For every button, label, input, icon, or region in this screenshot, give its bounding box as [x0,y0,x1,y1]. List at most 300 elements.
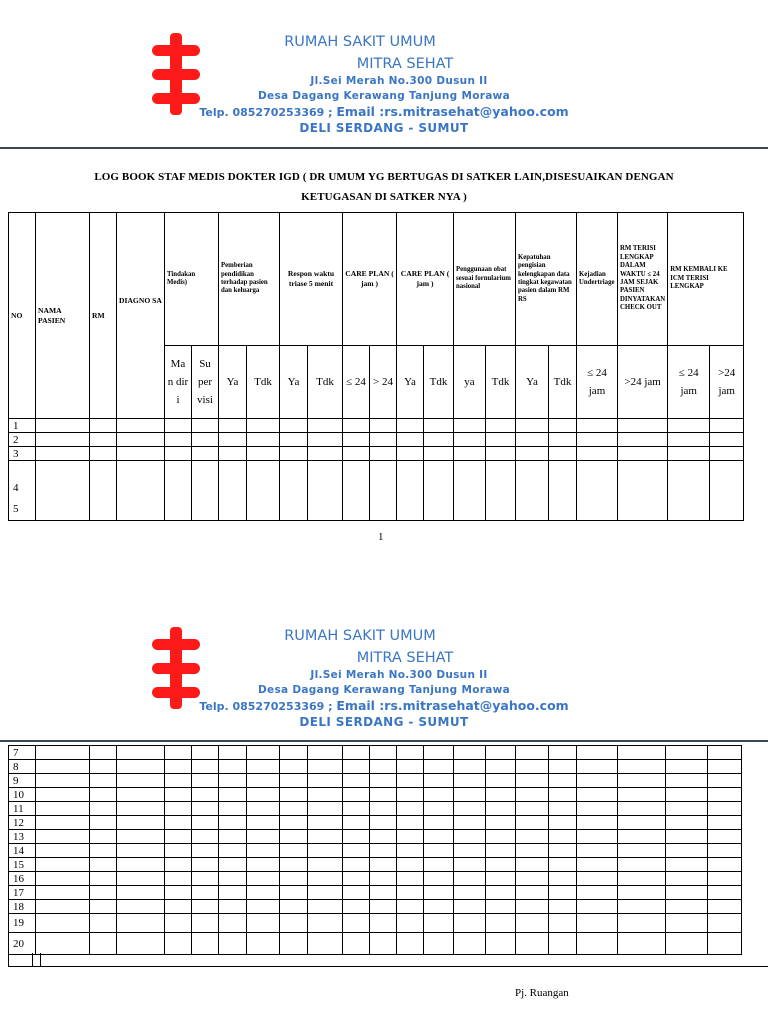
table-cell [668,461,710,521]
table-cell [549,788,577,802]
table-cell [397,816,424,830]
row-number-cell [9,461,36,521]
subheader-mandiri: Ma n dir i [165,346,192,419]
table-row [9,461,744,521]
table-cell [36,419,90,433]
table-cell [90,886,117,900]
table-cell [36,872,90,886]
table-cell [117,760,165,774]
table-cell [666,802,708,816]
red-cross-hospital-logo-icon [150,627,202,709]
table-cell [370,914,397,933]
table-cell [370,933,397,955]
letterhead-1 [0,30,768,150]
table-cell [708,746,742,760]
table-cell [247,419,280,433]
table-cell [454,802,486,816]
table-cell [516,900,549,914]
header-care-plan-1: CARE PLAN ( jam ) [343,213,397,346]
table-cell [247,760,280,774]
table-cell [549,802,577,816]
table-cell [117,830,165,844]
table-cell [117,774,165,788]
table-cell [486,802,516,816]
table-cell [708,830,742,844]
row-number-cell: 9 [9,774,36,788]
header-kejadian-undertriage: Kejadian Undertriage [577,213,618,346]
table-cell [549,419,577,433]
email-address: Email :rs.mitrasehat@yahoo.com [336,104,569,119]
table-cell [343,461,370,521]
table-cell [486,419,516,433]
table-cell [577,816,618,830]
table-cell [90,816,117,830]
address-line2: Desa Dagang Kerawang Tanjung Morawa [258,684,510,696]
header-rm-kembali: RM KEMBALI KE ICM TERISI LENGKAP [668,213,744,346]
table-cell [486,746,516,760]
table-cell [486,788,516,802]
table-cell [710,447,744,461]
table-cell [516,788,549,802]
table-row [9,760,742,774]
table-cell [90,760,117,774]
table-cell [710,419,744,433]
table-cell [549,774,577,788]
table-cell [424,433,454,447]
table-cell [308,844,343,858]
table-cell [618,858,666,872]
table-cell [90,914,117,933]
table-cell [280,933,308,955]
table-cell [117,933,165,955]
table-cell [618,433,668,447]
table-cell [454,900,486,914]
table-cell [308,816,343,830]
table-cell [343,746,370,760]
header-no: NO [9,213,36,419]
address-line1: Jl.Sei Merah No.300 Dusun II [310,669,488,681]
row-number-cell: 8 [9,760,36,774]
header-nama-pasien: NAMA PASIEN [36,213,90,419]
table-cell [90,933,117,955]
table-cell [577,872,618,886]
table-cell [343,447,370,461]
table-cell [219,858,247,872]
logbook-title-line2: KETUGASAN DI SATKER NYA ) [301,191,467,203]
table-cell [708,844,742,858]
table-cell [117,433,165,447]
table-row [9,447,744,461]
table-cell [577,461,618,521]
row-number-cell: 1 [9,419,36,433]
table-cell [454,858,486,872]
row-number-cell: 11 [9,802,36,816]
table-cell [192,461,219,521]
table-cell [247,788,280,802]
table-cell [516,461,549,521]
table-cell [397,788,424,802]
table-cell [454,760,486,774]
table-cell [219,816,247,830]
table-cell [165,788,192,802]
table-cell [577,830,618,844]
table-cell [308,858,343,872]
table-cell [549,886,577,900]
table-cell [424,788,454,802]
table-cell [516,933,549,955]
table-cell [577,844,618,858]
table-cell [549,461,577,521]
table-cell [90,788,117,802]
table-cell [424,900,454,914]
table-cell [454,830,486,844]
table-cell [454,746,486,760]
table-cell [308,788,343,802]
table-cell [549,447,577,461]
table-cell [397,419,424,433]
table-cell [165,900,192,914]
table-cell [397,461,424,521]
row-number-cell: 14 [9,844,36,858]
table-cell [280,914,308,933]
table-cell [486,886,516,900]
logbook-table-page2 [8,745,742,955]
table-cell [36,844,90,858]
table-cell [192,419,219,433]
table-cell [280,447,308,461]
table-cell [280,886,308,900]
table-row [9,746,742,760]
red-cross-hospital-logo-icon [150,33,202,115]
table-cell [280,872,308,886]
subheader-le24-jam: ≤ 24 jam [668,346,710,419]
table-cell [36,802,90,816]
table-cell [549,872,577,886]
table-cell [247,844,280,858]
table-cell [577,774,618,788]
table-trailing-border [8,953,9,967]
table-cell [486,914,516,933]
table-cell [454,447,486,461]
table-cell [397,760,424,774]
table-cell [397,447,424,461]
row-number-cell: 17 [9,886,36,900]
table-cell [486,858,516,872]
table-cell [117,447,165,461]
table-cell [397,433,424,447]
table-row [9,830,742,844]
table-cell [577,788,618,802]
table-cell [618,914,666,933]
table-cell [516,802,549,816]
table-cell [618,844,666,858]
hospital-name-line1: RUMAH SAKIT UMUM [284,628,436,644]
table-cell [486,461,516,521]
table-cell [219,914,247,933]
table-cell [549,433,577,447]
table-cell [165,858,192,872]
table-cell [219,746,247,760]
table-cell [618,900,666,914]
table-cell [117,802,165,816]
hospital-name-line2: MITRA SEHAT [356,56,454,72]
table-cell [618,447,668,461]
table-cell [549,858,577,872]
table-cell [36,830,90,844]
header-rm-terisi: RM TERISI LENGKAP DALAM WAKTU ≤ 24 JAM SEJAK PASIEN DINYATAKAN CHECK OUT [618,213,668,346]
table-cell [577,433,618,447]
table-cell [308,830,343,844]
address-line2: Desa Dagang Kerawang Tanjung Morawa [258,90,510,102]
table-cell [90,419,117,433]
table-cell [549,760,577,774]
table-cell [666,858,708,872]
table-cell [343,858,370,872]
subheader-le24: ≤ 24 [343,346,370,419]
table-cell [618,746,666,760]
table-cell [192,933,219,955]
table-row [9,802,742,816]
table-cell [343,760,370,774]
table-cell [618,933,666,955]
table-cell [165,830,192,844]
table-cell [577,760,618,774]
table-cell [370,760,397,774]
table-cell [219,461,247,521]
table-cell [454,419,486,433]
page-number: 1 [378,531,384,543]
table-cell [36,447,90,461]
table-cell [280,461,308,521]
header-rm: RM [90,213,117,419]
header-care-plan-2: CARE PLAN ( jam ) [397,213,454,346]
table-cell [370,802,397,816]
table-cell [90,872,117,886]
table-cell [165,844,192,858]
table-cell [165,872,192,886]
table-cell [516,886,549,900]
header-kepatuhan: Kepatuhan pengisian kelengkapan data tingkat kegawatan pasien dalam RM RS [516,213,577,346]
table-cell [708,774,742,788]
subheader-supervisi: Su per visi [192,346,219,419]
table-cell [397,802,424,816]
table-cell [219,802,247,816]
table-cell [308,886,343,900]
table-cell [424,816,454,830]
table-cell [666,816,708,830]
email-address: Email :rs.mitrasehat@yahoo.com [336,698,569,713]
table-cell [308,760,343,774]
table-cell [165,802,192,816]
table-row [9,900,742,914]
table-cell [219,844,247,858]
table-cell [618,461,668,521]
table-cell [549,914,577,933]
table-cell [247,886,280,900]
table-cell [668,447,710,461]
table-cell [219,933,247,955]
table-cell [516,447,549,461]
table-cell [343,816,370,830]
table-cell [370,419,397,433]
telp-number: Telp. 085270253369 ; [199,106,337,119]
table-cell [454,461,486,521]
table-cell [486,760,516,774]
table-cell [192,788,219,802]
header-divider-2 [0,740,768,742]
table-cell [486,844,516,858]
table-cell [577,914,618,933]
row-number-cell: 2 [9,433,36,447]
address-line1: Jl.Sei Merah No.300 Dusun II [310,75,488,87]
table-cell [454,886,486,900]
table-cell [165,461,192,521]
table-cell [280,900,308,914]
table-cell [397,858,424,872]
table-cell [117,816,165,830]
table-cell [280,802,308,816]
table-cell [219,447,247,461]
table-cell [516,914,549,933]
row-number: 5 [13,503,19,515]
table-cell [710,433,744,447]
table-cell [192,760,219,774]
table-cell [219,774,247,788]
table-trailing-border [32,953,33,967]
table-cell [247,433,280,447]
row-number-cell: 10 [9,788,36,802]
table-cell [516,816,549,830]
row-number-cell: 12 [9,816,36,830]
table-cell [370,816,397,830]
subheader-gt24: > 24 [370,346,397,419]
table-cell [36,433,90,447]
table-cell [618,788,666,802]
table-cell [192,802,219,816]
table-cell [424,774,454,788]
table-cell [666,774,708,788]
table-cell [668,433,710,447]
table-cell [549,900,577,914]
table-cell [36,746,90,760]
table-cell [424,830,454,844]
table-cell [247,830,280,844]
table-cell [424,933,454,955]
subheader-tdk: Tdk [486,346,516,419]
table-cell [486,900,516,914]
table-cell [343,886,370,900]
table-cell [577,746,618,760]
table-cell [666,900,708,914]
table-trailing-line [8,966,768,967]
table-cell [370,844,397,858]
table-cell [343,433,370,447]
subheader-ya: Ya [280,346,308,419]
table-cell [280,419,308,433]
table-cell [454,788,486,802]
table-cell [549,746,577,760]
table-cell [117,872,165,886]
table-cell [36,886,90,900]
table-cell [165,447,192,461]
table-cell [247,461,280,521]
table-cell [247,900,280,914]
table-cell [516,830,549,844]
table-cell [36,933,90,955]
table-cell [708,858,742,872]
table-cell [618,419,668,433]
table-cell [117,858,165,872]
logbook-table-page1 [8,212,744,521]
table-cell [516,760,549,774]
table-cell [192,447,219,461]
table-cell [192,746,219,760]
table-cell [424,886,454,900]
table-cell [280,433,308,447]
table-cell [36,858,90,872]
table-cell [280,774,308,788]
table-cell [308,933,343,955]
table-row [9,433,744,447]
table-cell [708,788,742,802]
table-cell [308,447,343,461]
table-cell [666,872,708,886]
table-cell [36,914,90,933]
table-cell [308,461,343,521]
table-cell [397,746,424,760]
table-cell [90,774,117,788]
table-cell [370,433,397,447]
table-cell [192,872,219,886]
table-row [9,872,742,886]
table-cell [370,746,397,760]
table-cell [454,433,486,447]
telp-number: Telp. 085270253369 ; [199,700,337,713]
region-line: DELI SERDANG - SUMUT [299,715,469,729]
table-cell [708,914,742,933]
table-cell [247,774,280,788]
table-cell [708,760,742,774]
table-cell [247,872,280,886]
table-cell [486,816,516,830]
table-cell [454,914,486,933]
table-cell [397,900,424,914]
table-cell [397,886,424,900]
table-cell [219,872,247,886]
table-cell [343,419,370,433]
table-cell [486,933,516,955]
subheader-tdk: Tdk [424,346,454,419]
table-cell [165,774,192,788]
table-cell [343,802,370,816]
table-cell [370,886,397,900]
table-cell [666,746,708,760]
table-cell [308,802,343,816]
table-cell [192,886,219,900]
table-cell [308,900,343,914]
row-number-cell: 16 [9,872,36,886]
table-cell [117,886,165,900]
table-cell [370,447,397,461]
table-cell [618,760,666,774]
table-cell [424,447,454,461]
table-cell [165,914,192,933]
table-cell [708,872,742,886]
table-cell [397,844,424,858]
table-row [9,844,742,858]
table-cell [516,419,549,433]
table-cell [577,900,618,914]
